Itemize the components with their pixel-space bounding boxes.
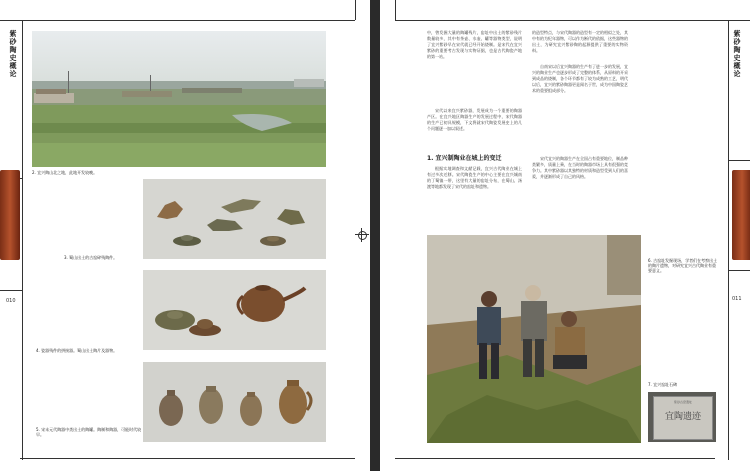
stone-tablet-photo — [648, 392, 716, 442]
crop-mark — [728, 160, 750, 161]
body-text-col1-bottom: 根据实地调查和文献记载，宜兴古代陶业在城上有过多次迁移。宋代陶瓷生产的中心主要在宜兴城南的丁蜀镇一带，这里有大量的窑址分布，在蜀山、汤渡等地都发现了宋代的窑址和遗物。 — [427, 166, 522, 189]
caption-3: 3. 蜀山出土的古窑碎残陶件。 — [64, 255, 118, 260]
shards-photo — [143, 179, 326, 259]
crop-mark — [355, 0, 356, 20]
bottom-rule — [395, 458, 715, 459]
caption-4: 4. 瓷器残件的拼接器。蜀山出土陶片及器物。 — [36, 348, 118, 353]
top-rule — [395, 20, 750, 21]
caption-6: 6. 古窑址发掘现场，学者们在考察出土的陶片遗物，对研究宜兴古代陶业有重要意义。 — [648, 258, 718, 273]
landscape-photo — [32, 31, 326, 167]
registration-mark — [355, 228, 369, 242]
crop-mark — [0, 290, 22, 291]
side-title: 紫砂陶史概论 — [733, 30, 741, 78]
jars-photo — [143, 362, 326, 442]
right-page — [380, 0, 750, 471]
crop-mark — [395, 0, 396, 20]
bottom-rule — [20, 458, 355, 459]
edge-thumbnail-image — [0, 170, 20, 260]
left-margin-rule — [22, 20, 23, 460]
caption-5: 5. 宋末元代陶器中类出土的陶罐。陶制和陶器，可能时代较早。 — [36, 427, 142, 437]
stone-tablet — [653, 396, 713, 440]
body-text-col2-mid: 自南宋以后宜兴陶器的生产有了进一步的发展，宜兴的陶业生产也逐步形成了完整的体系，从原料的开采到成品的烧制，各个环节都有了较为成熟的工艺，明代以后，宜兴的紫砂陶器更是闻名于世，成为中国陶瓷艺术的重要组成部分。 — [532, 64, 628, 93]
crop-mark — [728, 270, 750, 271]
top-rule — [0, 20, 355, 21]
left-page — [0, 0, 370, 471]
caption-7: 7. 宜兴窑址石碑 — [648, 382, 678, 387]
stone-inscription-main: 宜陶遗迹 — [664, 412, 701, 422]
edge-thumbnail-image — [732, 170, 750, 260]
body-text-col1-mid: 宋代以来宜兴紫砂器，发展成为一个重要的陶器产区。在宜兴地区陶器生产的发展过程中，宋代陶器的生产已初具规模，下文将就宋代陶瓷发展史上的几个问题逐一加以叙述。 — [427, 108, 522, 131]
teapot-photo — [143, 270, 326, 350]
page-number: 010 — [6, 298, 16, 304]
section-heading: 1. 宜兴制陶业在城上的变迁 — [427, 155, 502, 162]
page-number: 011 — [732, 296, 742, 302]
side-title: 紫砂陶史概论 — [9, 30, 17, 78]
excavation-photo — [427, 235, 641, 443]
right-margin-rule — [728, 20, 729, 460]
book-gutter — [370, 0, 380, 471]
body-text-col2-bottom: 宋代宜兴的陶器生产在全国占有重要地位，制品种类繁多，质量上乘，在当时的陶器市场上具有很强的竞争力。其中紫砂器以其独特的材质和造型受到人们的喜爱，并逐渐形成了自己的风格。 — [532, 156, 628, 179]
body-text-col2-top: 的造型特点，与宋代陶器的造型有一定的相似之处，其中有的为纪年器物，可以作为断代的依据，这些器物的出土，为研究宜兴紫砂陶的起源提供了重要的实物资料。 — [532, 30, 628, 53]
body-text-col1-top: 中，曾发掘大量的陶罐残片，窑址中出土的紫砂残片数量较多，其中有茶壶、水壶、罐等器物类型，说明了宜兴紫砂早在宋代就已经开始烧制。是宋代在宜兴紫砂的重要考古发现与实物证据，也是古代陶瓷产地的第一站。 — [427, 30, 522, 59]
caption-2: 2. 宜兴陶山北之地，此地开发较晚。 — [32, 170, 98, 175]
stone-inscription-small: 紫砂古窑遗址 — [673, 400, 692, 404]
